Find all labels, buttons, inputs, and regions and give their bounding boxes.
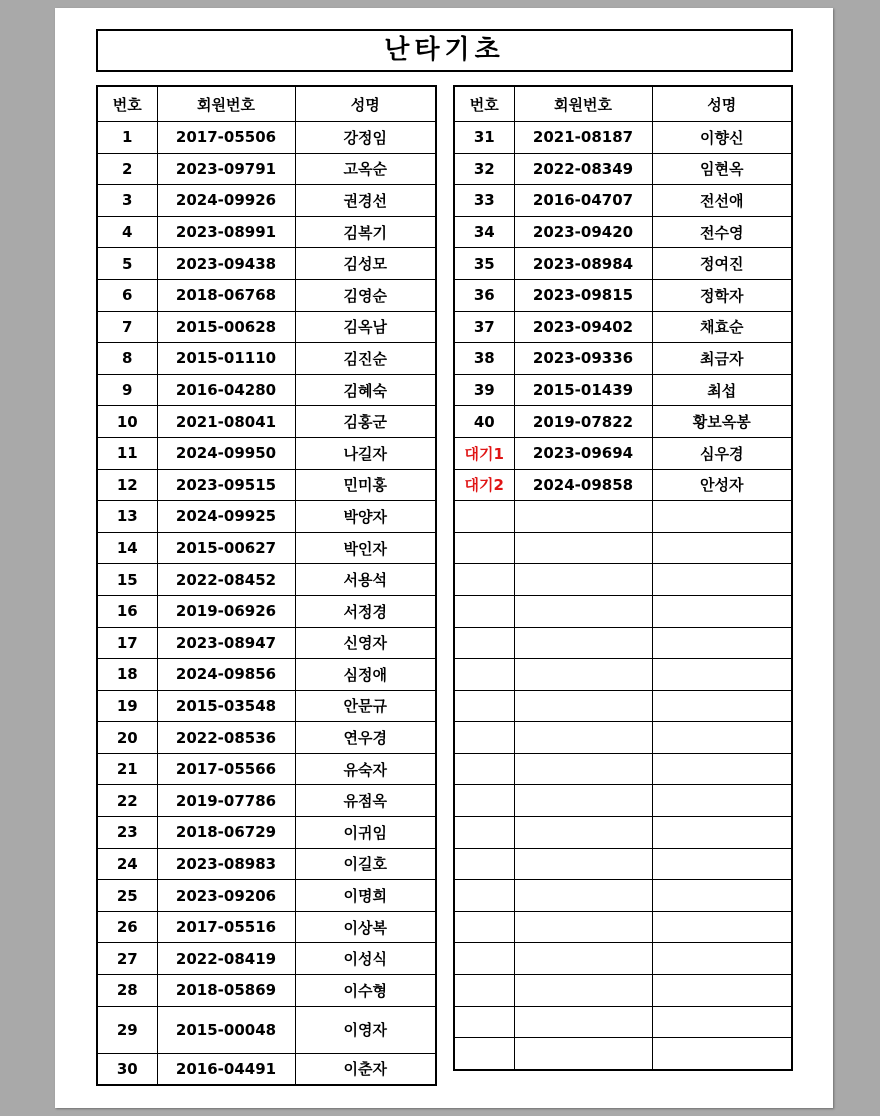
- row-number-cell: 32: [454, 153, 514, 185]
- member-number-cell: 2019-06926: [157, 595, 295, 627]
- member-name-cell: [652, 911, 792, 943]
- member-name-cell: 김혜숙: [295, 374, 436, 406]
- table-row: [454, 1006, 792, 1038]
- member-number-cell: 2022-08536: [157, 722, 295, 754]
- table-row: [97, 406, 436, 438]
- member-number-cell: [514, 817, 652, 849]
- row-number-cell: 9: [97, 374, 157, 406]
- row-number-cell: [454, 659, 514, 691]
- member-name-cell: 박양자: [295, 501, 436, 533]
- row-number-cell: 8: [97, 343, 157, 375]
- member-number-cell: 2015-01439: [514, 374, 652, 406]
- document-title: 난타기초: [96, 29, 793, 72]
- row-number-cell: [454, 564, 514, 596]
- member-name-cell: 김성모: [295, 248, 436, 280]
- row-number-cell: [454, 1006, 514, 1038]
- table-row: [97, 753, 436, 785]
- member-number-cell: 2015-00627: [157, 532, 295, 564]
- table-row: [97, 690, 436, 722]
- member-name-cell: 최섭: [652, 374, 792, 406]
- member-number-cell: 2023-08991: [157, 216, 295, 248]
- row-number-cell: [454, 943, 514, 975]
- row-number-cell: [454, 690, 514, 722]
- member-number-cell: 2016-04280: [157, 374, 295, 406]
- row-number-cell: 26: [97, 911, 157, 943]
- member-name-cell: 유점옥: [295, 785, 436, 817]
- member-number-cell: 2015-01110: [157, 343, 295, 375]
- member-name-cell: [652, 690, 792, 722]
- member-number-cell: 2024-09950: [157, 437, 295, 469]
- member-number-cell: [514, 595, 652, 627]
- member-number-cell: [514, 659, 652, 691]
- member-number-cell: [514, 943, 652, 975]
- member-name-cell: 고옥순: [295, 153, 436, 185]
- member-number-cell: 2023-09438: [157, 248, 295, 280]
- table-row: [454, 248, 792, 280]
- table-row: [454, 501, 792, 533]
- member-number-cell: 2019-07786: [157, 785, 295, 817]
- row-number-cell: 21: [97, 753, 157, 785]
- header-member-no: 회원번호: [157, 86, 295, 122]
- row-number-cell: [454, 975, 514, 1007]
- member-number-cell: 2024-09925: [157, 501, 295, 533]
- table-row: [97, 374, 436, 406]
- member-name-cell: 전수영: [652, 216, 792, 248]
- member-number-cell: 2018-05869: [157, 975, 295, 1007]
- table-row: [97, 279, 436, 311]
- row-number-cell: [454, 722, 514, 754]
- row-number-cell: [454, 848, 514, 880]
- member-name-cell: [652, 659, 792, 691]
- member-number-cell: 2018-06768: [157, 279, 295, 311]
- member-number-cell: 2023-09402: [514, 311, 652, 343]
- row-number-cell: 11: [97, 437, 157, 469]
- member-name-cell: 강정임: [295, 122, 436, 154]
- member-name-cell: 김옥남: [295, 311, 436, 343]
- table-row: [97, 153, 436, 185]
- member-number-cell: 2023-09791: [157, 153, 295, 185]
- member-name-cell: [652, 975, 792, 1007]
- roster-table-left: [96, 85, 437, 1086]
- member-name-cell: 신영자: [295, 627, 436, 659]
- table-row: [454, 343, 792, 375]
- member-number-cell: 2023-09515: [157, 469, 295, 501]
- member-number-cell: 2021-08041: [157, 406, 295, 438]
- member-name-cell: [652, 817, 792, 849]
- table-row: [97, 216, 436, 248]
- row-number-cell: 17: [97, 627, 157, 659]
- table-row: [454, 911, 792, 943]
- table-row: [97, 627, 436, 659]
- table-row: [97, 122, 436, 154]
- row-number-cell: 22: [97, 785, 157, 817]
- member-number-cell: [514, 975, 652, 1007]
- table-row: [97, 817, 436, 849]
- table-row: [97, 343, 436, 375]
- member-number-cell: [514, 532, 652, 564]
- row-number-cell: 16: [97, 595, 157, 627]
- row-number-cell: [454, 532, 514, 564]
- header-name: 성명: [652, 86, 792, 122]
- row-number-cell: 7: [97, 311, 157, 343]
- member-number-cell: [514, 753, 652, 785]
- member-name-cell: [652, 880, 792, 912]
- member-name-cell: 이영자: [295, 1006, 436, 1053]
- member-name-cell: 서용석: [295, 564, 436, 596]
- member-number-cell: 2024-09856: [157, 659, 295, 691]
- table-row: [97, 501, 436, 533]
- table-row: [97, 943, 436, 975]
- member-name-cell: 전선애: [652, 185, 792, 217]
- table-row: [454, 153, 792, 185]
- member-number-cell: 2023-08983: [157, 848, 295, 880]
- table-row: [454, 659, 792, 691]
- table-row: [97, 1006, 436, 1053]
- table-row: [454, 722, 792, 754]
- row-number-cell: [454, 595, 514, 627]
- row-number-cell: 14: [97, 532, 157, 564]
- row-number-cell: [454, 627, 514, 659]
- member-name-cell: [652, 722, 792, 754]
- table-row: [454, 753, 792, 785]
- row-number-cell: 23: [97, 817, 157, 849]
- row-number-cell: 20: [97, 722, 157, 754]
- row-number-cell: 4: [97, 216, 157, 248]
- row-number-cell: [454, 1038, 514, 1070]
- table-row: [454, 817, 792, 849]
- member-name-cell: 권경선: [295, 185, 436, 217]
- row-number-cell: 30: [97, 1053, 157, 1085]
- table-header-row: [97, 86, 436, 122]
- row-number-cell: 34: [454, 216, 514, 248]
- table-row: [454, 469, 792, 501]
- row-number-cell: 대기1: [454, 437, 514, 469]
- member-number-cell: 2021-08187: [514, 122, 652, 154]
- row-number-cell: [454, 785, 514, 817]
- row-number-cell: 27: [97, 943, 157, 975]
- member-name-cell: 안성자: [652, 469, 792, 501]
- row-number-cell: 24: [97, 848, 157, 880]
- table-row: [454, 848, 792, 880]
- member-name-cell: 황보옥봉: [652, 406, 792, 438]
- table-row: [454, 975, 792, 1007]
- table-row: [454, 185, 792, 217]
- member-number-cell: [514, 1006, 652, 1038]
- member-name-cell: [652, 532, 792, 564]
- row-number-cell: [454, 501, 514, 533]
- member-number-cell: 2022-08452: [157, 564, 295, 596]
- table-row: [454, 1038, 792, 1070]
- member-name-cell: [652, 1006, 792, 1038]
- member-name-cell: 최금자: [652, 343, 792, 375]
- member-number-cell: 2023-09420: [514, 216, 652, 248]
- row-number-cell: 39: [454, 374, 514, 406]
- row-number-cell: 12: [97, 469, 157, 501]
- member-number-cell: [514, 564, 652, 596]
- member-name-cell: 심정애: [295, 659, 436, 691]
- member-number-cell: 2015-00048: [157, 1006, 295, 1053]
- member-name-cell: 이춘자: [295, 1053, 436, 1085]
- table-row: [454, 374, 792, 406]
- table-row: [454, 880, 792, 912]
- table-row: [97, 722, 436, 754]
- member-name-cell: 민미홍: [295, 469, 436, 501]
- row-number-cell: 6: [97, 279, 157, 311]
- member-name-cell: 채효순: [652, 311, 792, 343]
- row-number-cell: 37: [454, 311, 514, 343]
- member-name-cell: 박인자: [295, 532, 436, 564]
- member-name-cell: 김복기: [295, 216, 436, 248]
- member-number-cell: [514, 501, 652, 533]
- header-no: 번호: [97, 86, 157, 122]
- row-number-cell: 19: [97, 690, 157, 722]
- row-number-cell: 38: [454, 343, 514, 375]
- member-name-cell: 나길자: [295, 437, 436, 469]
- row-number-cell: 40: [454, 406, 514, 438]
- member-number-cell: 2024-09858: [514, 469, 652, 501]
- member-number-cell: 2023-08984: [514, 248, 652, 280]
- row-number-cell: 13: [97, 501, 157, 533]
- table-row: [454, 627, 792, 659]
- table-header-row: [454, 86, 792, 122]
- member-name-cell: 이성식: [295, 943, 436, 975]
- member-name-cell: [652, 753, 792, 785]
- table-row: [454, 122, 792, 154]
- table-row: [97, 564, 436, 596]
- member-number-cell: [514, 911, 652, 943]
- member-number-cell: 2018-06729: [157, 817, 295, 849]
- row-number-cell: 대기2: [454, 469, 514, 501]
- member-name-cell: 김진순: [295, 343, 436, 375]
- row-number-cell: 15: [97, 564, 157, 596]
- member-name-cell: [652, 943, 792, 975]
- row-number-cell: 3: [97, 185, 157, 217]
- row-number-cell: [454, 753, 514, 785]
- member-name-cell: 임현옥: [652, 153, 792, 185]
- document-page: [55, 8, 833, 1108]
- member-number-cell: [514, 690, 652, 722]
- member-name-cell: [652, 848, 792, 880]
- member-number-cell: 2015-00628: [157, 311, 295, 343]
- table-row: [97, 532, 436, 564]
- member-name-cell: [652, 785, 792, 817]
- member-name-cell: [652, 627, 792, 659]
- member-number-cell: [514, 627, 652, 659]
- table-row: [97, 248, 436, 280]
- member-name-cell: 이수형: [295, 975, 436, 1007]
- member-name-cell: 심우경: [652, 437, 792, 469]
- table-row: [97, 1053, 436, 1085]
- table-row: [97, 911, 436, 943]
- member-name-cell: [652, 595, 792, 627]
- member-name-cell: [652, 1038, 792, 1070]
- header-name: 성명: [295, 86, 436, 122]
- table-row: [454, 532, 792, 564]
- table-row: [454, 216, 792, 248]
- member-name-cell: 이향신: [652, 122, 792, 154]
- member-number-cell: [514, 880, 652, 912]
- member-number-cell: 2017-05516: [157, 911, 295, 943]
- table-row: [97, 975, 436, 1007]
- table-row: [454, 311, 792, 343]
- member-number-cell: 2023-09815: [514, 279, 652, 311]
- table-row: [454, 595, 792, 627]
- member-name-cell: 이상복: [295, 911, 436, 943]
- member-number-cell: 2023-09694: [514, 437, 652, 469]
- table-row: [454, 690, 792, 722]
- row-number-cell: 33: [454, 185, 514, 217]
- member-name-cell: 서정경: [295, 595, 436, 627]
- table-row: [97, 848, 436, 880]
- member-number-cell: 2023-08947: [157, 627, 295, 659]
- member-name-cell: 정학자: [652, 279, 792, 311]
- table-row: [97, 311, 436, 343]
- member-number-cell: 2017-05566: [157, 753, 295, 785]
- member-number-cell: [514, 848, 652, 880]
- roster-table-right: [453, 85, 793, 1071]
- member-name-cell: 김영순: [295, 279, 436, 311]
- table-row: [454, 437, 792, 469]
- header-member-no: 회원번호: [514, 86, 652, 122]
- member-number-cell: 2023-09206: [157, 880, 295, 912]
- table-row: [97, 437, 436, 469]
- member-name-cell: 이귀임: [295, 817, 436, 849]
- table-row: [97, 659, 436, 691]
- member-number-cell: 2023-09336: [514, 343, 652, 375]
- table-row: [454, 943, 792, 975]
- member-name-cell: 김홍군: [295, 406, 436, 438]
- member-name-cell: 연우경: [295, 722, 436, 754]
- row-number-cell: 35: [454, 248, 514, 280]
- row-number-cell: 28: [97, 975, 157, 1007]
- member-name-cell: 안문규: [295, 690, 436, 722]
- member-name-cell: 정여진: [652, 248, 792, 280]
- row-number-cell: 1: [97, 122, 157, 154]
- row-number-cell: [454, 911, 514, 943]
- member-number-cell: 2022-08419: [157, 943, 295, 975]
- row-number-cell: [454, 817, 514, 849]
- table-row: [97, 880, 436, 912]
- member-name-cell: 이명희: [295, 880, 436, 912]
- row-number-cell: 29: [97, 1006, 157, 1053]
- member-name-cell: 이길호: [295, 848, 436, 880]
- member-number-cell: 2024-09926: [157, 185, 295, 217]
- table-row: [97, 469, 436, 501]
- row-number-cell: [454, 880, 514, 912]
- member-number-cell: 2015-03548: [157, 690, 295, 722]
- table-row: [97, 785, 436, 817]
- table-row: [97, 185, 436, 217]
- member-number-cell: 2016-04707: [514, 185, 652, 217]
- member-name-cell: [652, 564, 792, 596]
- header-no: 번호: [454, 86, 514, 122]
- member-number-cell: 2022-08349: [514, 153, 652, 185]
- row-number-cell: 36: [454, 279, 514, 311]
- row-number-cell: 31: [454, 122, 514, 154]
- table-row: [454, 279, 792, 311]
- row-number-cell: 18: [97, 659, 157, 691]
- table-row: [454, 785, 792, 817]
- table-row: [97, 595, 436, 627]
- member-number-cell: 2019-07822: [514, 406, 652, 438]
- member-number-cell: 2016-04491: [157, 1053, 295, 1085]
- member-name-cell: 유숙자: [295, 753, 436, 785]
- table-row: [454, 564, 792, 596]
- member-number-cell: [514, 785, 652, 817]
- member-number-cell: [514, 722, 652, 754]
- member-number-cell: 2017-05506: [157, 122, 295, 154]
- row-number-cell: 25: [97, 880, 157, 912]
- table-row: [454, 406, 792, 438]
- row-number-cell: 2: [97, 153, 157, 185]
- member-number-cell: [514, 1038, 652, 1070]
- row-number-cell: 10: [97, 406, 157, 438]
- member-name-cell: [652, 501, 792, 533]
- row-number-cell: 5: [97, 248, 157, 280]
